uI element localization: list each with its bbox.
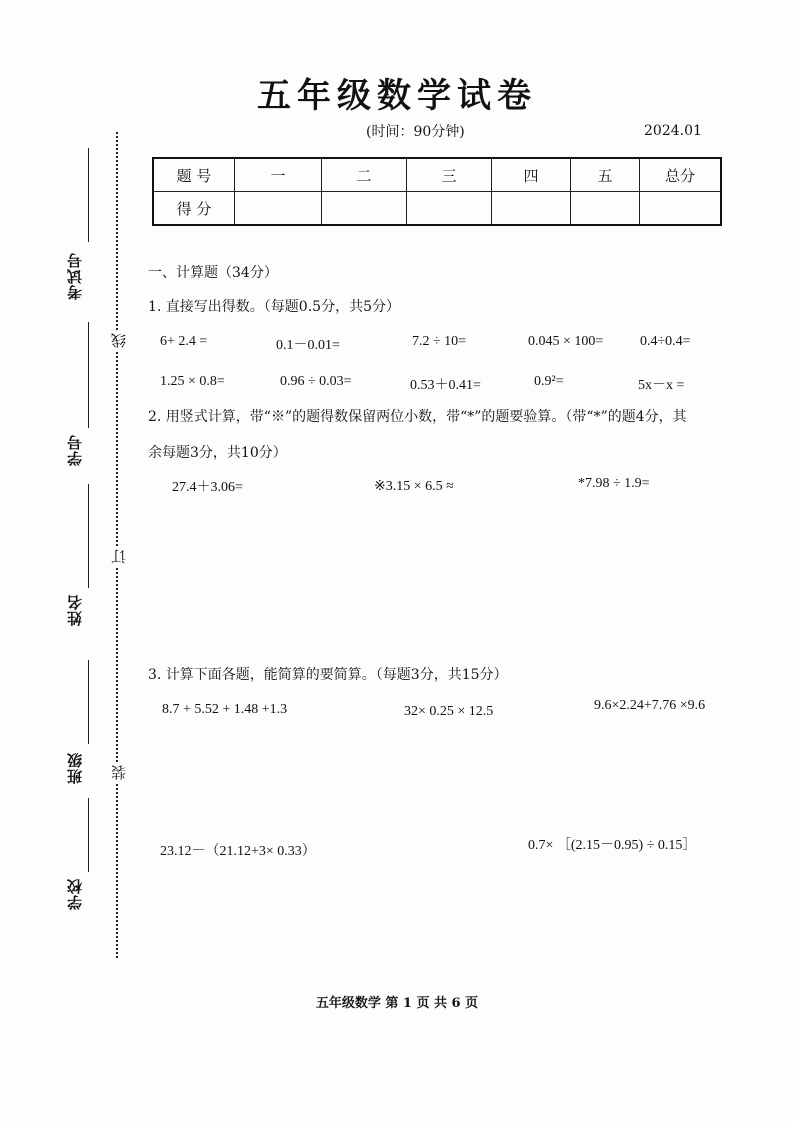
score-cell[interactable]	[492, 192, 571, 226]
oral-problem: 1.25 × 0.8=	[160, 374, 225, 389]
school-underline	[88, 798, 89, 872]
question-1-prompt: 1. 直接写出得数。（每题0.5分，共5分）	[148, 299, 400, 315]
score-cell[interactable]	[640, 192, 722, 226]
cut-mark-bind: 装	[108, 762, 126, 784]
score-header: 得 分	[153, 192, 235, 226]
student-number-field[interactable]	[64, 322, 94, 472]
name-label: 姓名	[66, 594, 84, 626]
simplify-problem: 0.7× ［(2.15－0.95) ÷ 0.15］	[528, 838, 697, 853]
question-number-header: 题 号	[153, 158, 235, 192]
oral-problem: 0.1－0.01=	[276, 338, 340, 353]
class-field[interactable]	[64, 660, 94, 792]
simplify-problem: 23.12－（21.12+3× 0.33）	[160, 844, 316, 859]
score-table-score-row	[153, 192, 721, 226]
exam-title: 五年级数学试卷	[257, 76, 537, 116]
oral-problem: 7.2 ÷ 10=	[412, 334, 467, 349]
score-table-header-row	[153, 158, 721, 192]
section-title: 一、计算题（34分）	[148, 265, 278, 281]
exam-number-label: 考试号	[66, 252, 84, 300]
name-underline	[88, 484, 89, 588]
student-number-label: 学号	[66, 434, 84, 466]
name-field[interactable]	[64, 484, 94, 634]
cut-mark-staple: 订	[108, 546, 126, 568]
oral-problem: 0.045 × 100=	[528, 334, 604, 349]
score-cell[interactable]	[235, 192, 322, 226]
simplify-problem: 32× 0.25 × 12.5	[404, 704, 494, 719]
column-header: 总分	[640, 158, 722, 192]
school-label: 学校	[66, 878, 84, 910]
oral-problem: 0.4÷0.4=	[640, 334, 691, 349]
exam-date: 2024.01	[644, 123, 702, 139]
exam-number-underline	[88, 148, 89, 242]
score-table	[152, 157, 722, 226]
class-underline	[88, 660, 89, 744]
time-note: (时间：90分钟)	[366, 124, 465, 140]
class-label: 班级	[66, 752, 84, 784]
cut-mark-line: 线	[108, 330, 126, 352]
question-2-prompt-cont: 余每题3分，共10分）	[148, 445, 287, 461]
oral-problem: 0.53＋0.41=	[410, 378, 481, 393]
oral-problem: 6+ 2.4 =	[160, 334, 208, 349]
column-header: 四	[492, 158, 571, 192]
column-header: 三	[407, 158, 492, 192]
school-field[interactable]	[64, 798, 94, 918]
vertical-calc-problem: *7.98 ÷ 1.9=	[578, 476, 650, 491]
question-3-prompt: 3. 计算下面各题，能简算的要简算。（每题3分，共15分）	[148, 667, 508, 683]
page-footer: 五年级数学 第 1 页 共 6 页	[315, 996, 479, 1011]
oral-problem: 0.96 ÷ 0.03=	[280, 374, 352, 389]
oral-problem: 0.9²=	[534, 374, 564, 389]
simplify-problem: 8.7 + 5.52 + 1.48 +1.3	[162, 702, 288, 717]
vertical-calc-problem: ※3.15 × 6.5 ≈	[374, 479, 454, 494]
column-header: 五	[571, 158, 640, 192]
simplify-problem: 9.6×2.24+7.76 ×9.6	[594, 698, 706, 713]
question-2-prompt: 2. 用竖式计算，带“※”的题得数保留两位小数，带“*”的题要验算。（带“*”的题4分，其	[148, 409, 687, 425]
score-cell[interactable]	[571, 192, 640, 226]
binding-dotted-line	[116, 132, 118, 958]
vertical-calc-problem: 27.4＋3.06=	[172, 480, 243, 495]
student-number-underline	[88, 322, 89, 428]
oral-problem: 5x－x =	[638, 378, 685, 393]
score-cell[interactable]	[322, 192, 407, 226]
column-header: 二	[322, 158, 407, 192]
column-header: 一	[235, 158, 322, 192]
exam-number-field[interactable]	[64, 148, 94, 308]
score-cell[interactable]	[407, 192, 492, 226]
